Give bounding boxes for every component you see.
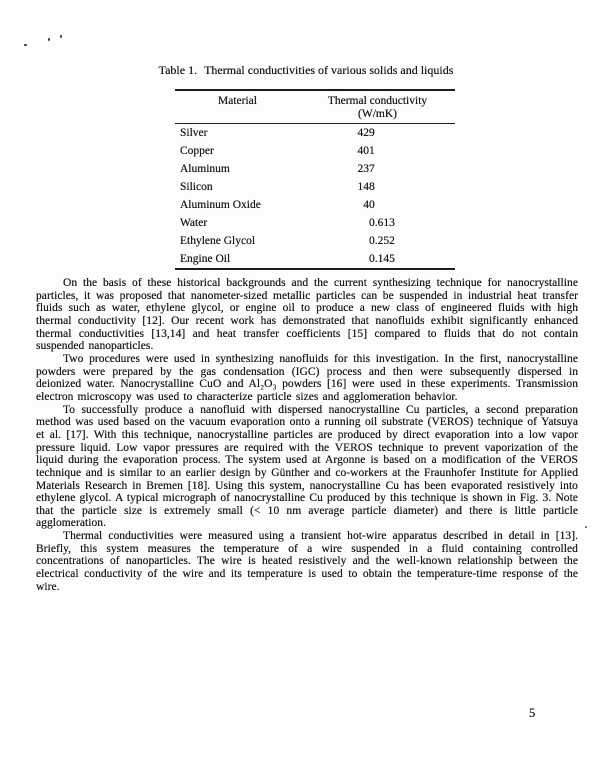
conductivity-value-cell: 0 .145: [369, 253, 395, 265]
scan-speck: [585, 526, 587, 528]
material-cell: Copper: [180, 145, 214, 157]
material-cell: Aluminum Oxide: [180, 199, 261, 211]
material-cell: Silver: [180, 127, 208, 139]
paragraph-2: Two procedures were used in synthesizing nanofluids for this investigation. In the first, nanocrystalline powders were prepared by the gas condensation (IGC) process and then were subsequently dispersed in deionized water. Nanocrystalline CuO and Al₂O₃ powders [16] were used in these experiments. Transmission electron microscopy was used to characterize particle sizes and agglomeration behavior.: [36, 352, 578, 403]
conductivity-value-cell: 429: [357, 127, 375, 139]
column-header-conductivity-line1: Thermal conductivity: [327, 95, 428, 107]
page-number: 5: [529, 706, 536, 720]
scan-speck: [48, 38, 50, 41]
table-row: [175, 232, 455, 250]
thermal-conductivity-table: [175, 89, 455, 270]
paragraph-3: To successfully produce a nanofluid with dispersed nanocrystalline Cu particles, a second preparation method was used based on the vacuum evaporation onto a running oil substrate (VEROS) technique of Yatsuya et al. [17]. With this technique, nanocrystalline particles are produced by direct evaporation into a low vapor pressure liquid. Low vapor pressures are required with the VEROS technique to prevent vaporization of the liquid during the evaporation process. The system used at Argonne is based on a modification of the VEROS technique and is similar to an earlier design by Günther and co-workers at the Fraunhofer Institute for Applied Materials Research in Bremen [18]. Using this system, nanocrystalline Cu has been evaporated resistively into ethylene glycol. A typical micrograph of nanocrystalline Cu produced by this technique is shown in Fig. 3. Note that the particle size is extremely small (< 10 nm average particle diameter) and there is little particle agglomeration.: [36, 403, 578, 530]
table-row: [175, 124, 455, 142]
material-cell: Aluminum: [180, 163, 230, 175]
scan-speck: [24, 44, 27, 46]
table-body: [175, 124, 455, 268]
conductivity-value-cell: 0 .252: [369, 235, 395, 247]
conductivity-value-cell: 40: [363, 199, 375, 211]
table-row: [175, 142, 455, 160]
table-row: [175, 160, 455, 178]
scan-speck: [60, 35, 62, 38]
conductivity-value-cell: 401: [357, 145, 375, 157]
column-header-conductivity-unit: (W/mK): [358, 108, 397, 120]
body-text: [36, 277, 578, 593]
table-row: [175, 214, 455, 232]
conductivity-value-cell: 148: [357, 181, 375, 193]
table-caption-label: Table 1.: [158, 63, 198, 77]
conductivity-value-cell: 0 .613: [369, 217, 395, 229]
column-header-material: Material: [218, 95, 257, 107]
column-header-conductivity: [300, 95, 455, 121]
table-row: [175, 196, 455, 214]
table-row: [175, 250, 455, 268]
conductivity-value-cell: 237: [357, 163, 375, 175]
table-caption: [0, 63, 612, 78]
paragraph-4: Thermal conductivities were measured using a transient hot-wire apparatus described in detail in [13]. Briefly, this system measures the temperature of a wire suspended in a fluid containing controlled concentrations of nanoparticles. The wire is heated resistively and the well-known relationship between the electrical conductivity of the wire and its temperature is used to obtain the temperature-time response of the wire.: [36, 530, 578, 593]
paragraph-1: On the basis of these historical backgrounds and the current synthesizing technique for nanocrystalline particles, it was proposed that nanometer-sized metallic particles can be suspended in industrial heat transfer fluids such as water, ethylene glycol, or engine oil to produce a new class of engineered fluids with high thermal conductivity [12]. Our recent work has demonstrated that nanofluids exhibit significantly enhanced thermal conductivities [13,14] and heat transfer coefficients [15] compared to fluids that do not contain suspended nanoparticles.: [36, 277, 578, 353]
material-cell: Water: [180, 217, 208, 229]
material-cell: Silicon: [180, 181, 213, 193]
table-header-row: [175, 91, 455, 124]
material-cell: Engine Oil: [180, 253, 231, 265]
table-row: [175, 178, 455, 196]
material-cell: Ethylene Glycol: [180, 235, 256, 247]
table-caption-text: Thermal conductivities of various solids and liquids: [204, 63, 454, 77]
